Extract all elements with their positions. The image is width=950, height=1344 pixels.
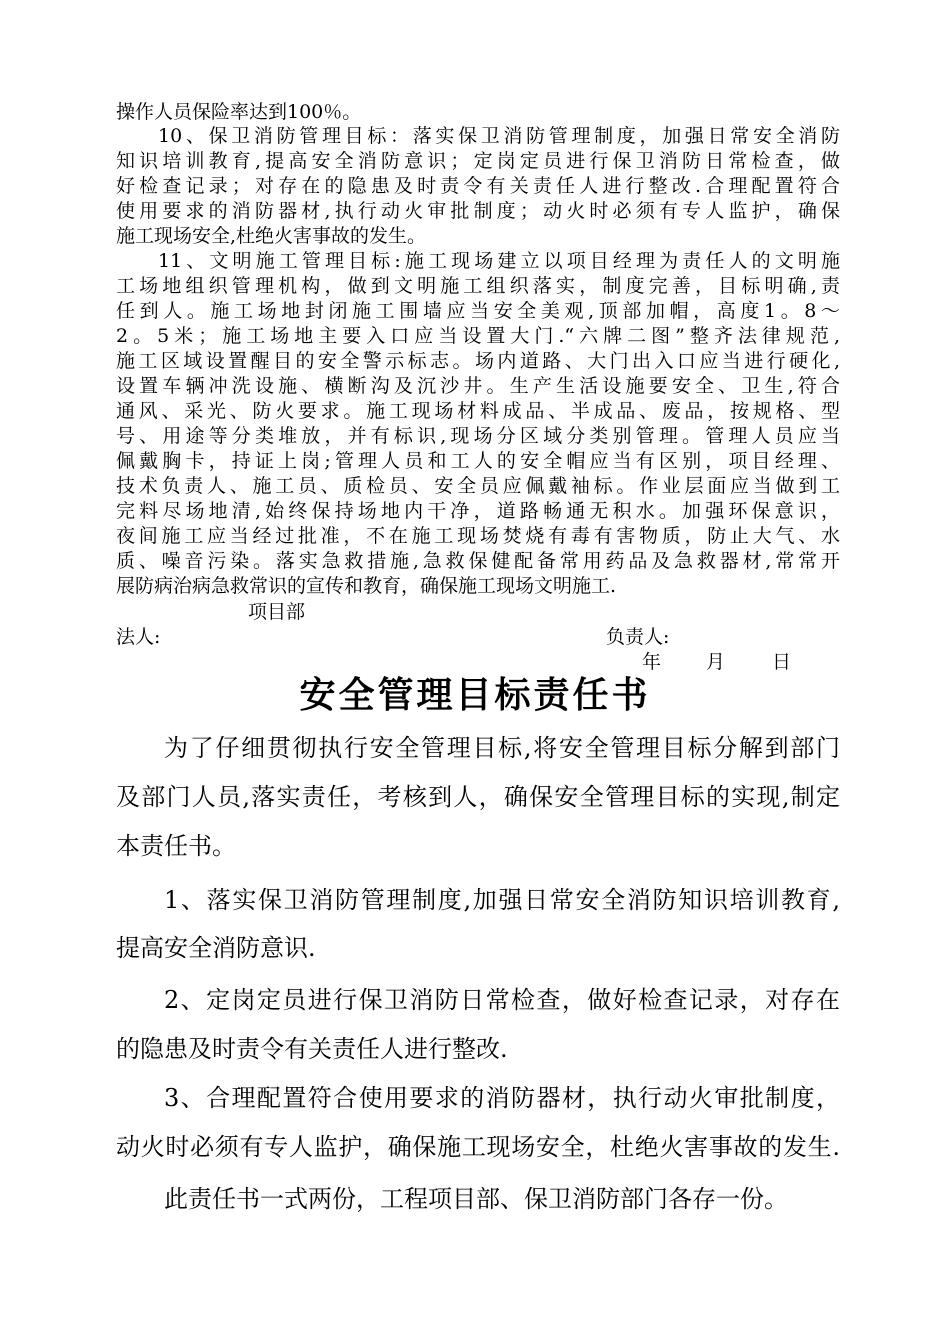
text-line: 夜间施工应当经过批准，不在施工现场焚烧有毒有害物质，防止大气、水 (116, 525, 840, 547)
text-line: 2、定岗定员进行保卫消防日常检查，做好检查记录，对存在 (164, 986, 840, 1014)
text-line: 通风、采光、防火要求。施工现场材料成品、半成品、废品，按规格、型 (116, 400, 840, 422)
day-label: 日 (772, 651, 792, 673)
text-line: 1、落实保卫消防管理制度,加强日常安全消防知识培训教育, (164, 886, 840, 914)
text-line: 工场地组织管理机构，做到文明施工组织落实，制度完善，目标明确,责 (116, 275, 840, 297)
text-line: 及部门人员,落实责任，考核到人，确保安全管理目标的实现,制定 (116, 783, 840, 811)
dept-label: 项目部 (248, 601, 306, 623)
document-title: 安全管理目标责任书 (299, 674, 651, 716)
text-line: 佩戴胸卡，持证上岗;管理人员和工人的安全帽应当有区别，项目经理、 (116, 450, 840, 472)
text-line: 展防病治病急救常识的宣传和教育，确保施工现场文明施工. (116, 575, 617, 597)
month-label: 月 (706, 651, 726, 673)
text-line: 3、合理配置符合使用要求的消防器材，执行动火审批制度， (164, 1084, 840, 1112)
text-line: 知识培训教育,提高安全消防意识；定岗定员进行保卫消防日常检查，做 (116, 150, 840, 172)
text-line: 施工现场安全,杜绝火害事故的发生。 (116, 225, 427, 247)
text-line: 号、用途等分类堆放，并有标识,现场分区域分类别管理。管理人员应当 (116, 425, 840, 447)
year-label: 年 (642, 651, 662, 673)
legal-person-label: 法人: (116, 626, 161, 648)
text-line: 任到人。施工场地封闭施工围墙应当安全美观,顶部加帽，高度1。8～ (116, 300, 840, 322)
responsible-person-label: 负责人: (606, 626, 670, 648)
text-line: 设置车辆冲洗设施、横断沟及沉沙井。生产生活设施要安全、卫生,符合 (116, 375, 840, 397)
text-line: 10、保卫消防管理目标：落实保卫消防管理制度，加强日常安全消防 (158, 125, 840, 147)
text-line: 动火时必须有专人监护，确保施工现场安全，杜绝火害事故的发生. (116, 1133, 840, 1161)
text-line: 完料尽场地清,始终保持场地内干净，道路畅通无积水。加强环保意识， (116, 500, 840, 522)
text-line: 本责任书。 (116, 832, 236, 860)
text-line: 操作人员保险率达到100％。 (116, 101, 362, 123)
text-line: 施工区域设置醒目的安全警示标志。场内道路、大门出入口应当进行硬化, (116, 350, 840, 372)
text-line: 质、噪音污染。落实急救措施,急救保健配备常用药品及急救器材,常常开 (116, 550, 840, 572)
text-line: 为了仔细贯彻执行安全管理目标,将安全管理目标分解到部门 (164, 734, 840, 762)
text-line: 提高安全消防意识. (116, 934, 316, 962)
text-line: 技术负责人、施工员、质检员、安全员应佩戴袖标。作业层面应当做到工 (116, 475, 840, 497)
text-line: 使用要求的消防器材,执行动火审批制度；动火时必须有专人监护，确保 (116, 200, 840, 222)
text-line: 11、文明施工管理目标:施工现场建立以项目经理为责任人的文明施 (158, 250, 840, 272)
text-line: 2。5米；施工场地主要入口应当设置大门.“六牌二图”整齐法律规范, (116, 325, 840, 347)
text-line: 好检查记录；对存在的隐患及时责令有关责任人进行整改.合理配置符合 (116, 175, 840, 197)
text-line: 的隐患及时责令有关责任人进行整改. (116, 1035, 508, 1063)
text-line: 此责任书一式两份，工程项目部、保卫消防部门各存一份。 (164, 1185, 788, 1213)
